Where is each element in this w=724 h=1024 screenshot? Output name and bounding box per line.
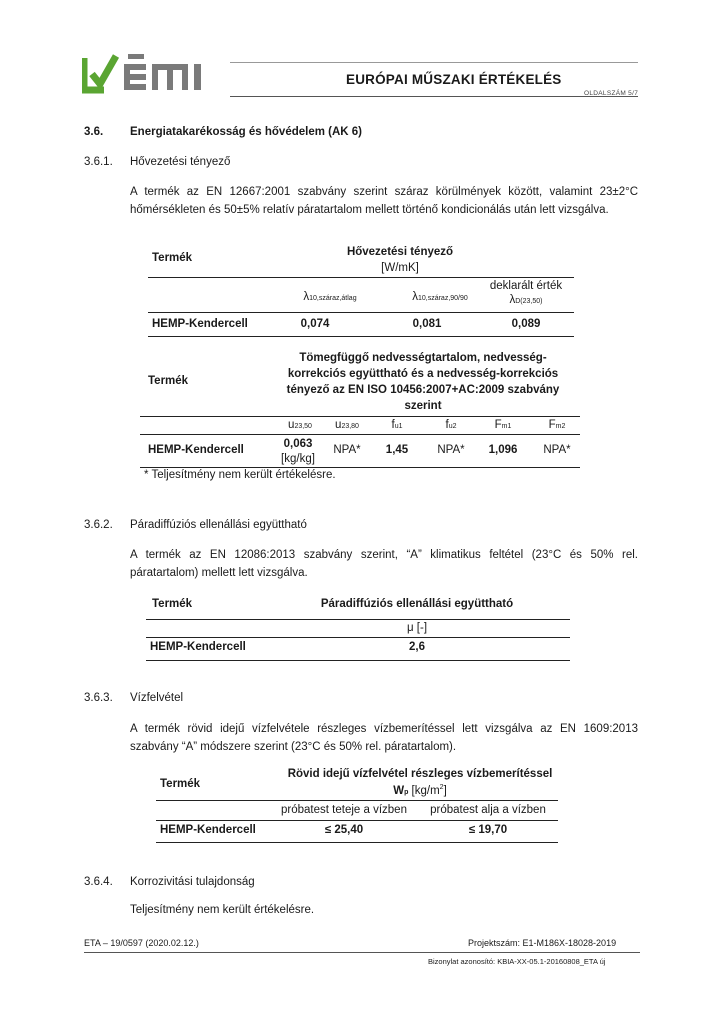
paragraph: A termék az EN 12667:2001 szabvány szerint száraz körülmények között, valamint 23±2°C hőmérsékleten és 50±5% relatív páratartalom mellett történő kondicionálás után lett vizsgálva. bbox=[130, 186, 638, 216]
table-header-value: Páradiffúziós ellenállási együttható bbox=[320, 598, 514, 610]
table-rule bbox=[156, 842, 558, 843]
subsection-number: 3.6.3. bbox=[84, 692, 113, 704]
subsection-title: Hővezetési tényező bbox=[130, 156, 231, 168]
table-subheader: u23,50 bbox=[288, 419, 312, 431]
table-rule bbox=[140, 434, 580, 435]
subsection-title: Vízfelvétel bbox=[130, 692, 184, 704]
header-top-rule bbox=[230, 62, 638, 63]
table-group-header: Hővezetési tényező bbox=[346, 246, 454, 258]
emi-logo bbox=[82, 52, 222, 96]
table-group-unit: [W/mK] bbox=[381, 262, 419, 274]
table-rule bbox=[156, 800, 558, 801]
table-cell: NPA* bbox=[543, 444, 571, 456]
table-subheader: próbatest teteje a vízben bbox=[281, 804, 407, 816]
table-rule bbox=[148, 312, 574, 313]
table-header-product: Termék bbox=[160, 778, 201, 790]
table-subheader: fu1 bbox=[391, 419, 403, 431]
table-group-unit: Wp $[kg/m^2]$ bbox=[393, 784, 447, 797]
table-rule bbox=[146, 660, 570, 661]
table-rule bbox=[148, 336, 574, 337]
subsection-number: 3.6.1. bbox=[84, 156, 113, 168]
table-cell: 0,081 bbox=[412, 318, 442, 330]
table-group-header: Rövid idejű vízfelvétel részleges vízbemerítéssel bbox=[287, 768, 553, 780]
table-rule bbox=[156, 820, 558, 821]
footer-rule bbox=[84, 952, 640, 953]
table-subheader-declared: deklarált érték bbox=[489, 280, 563, 292]
table-unit: μ [-] bbox=[406, 622, 428, 634]
table-row-product: HEMP-Kendercell bbox=[150, 641, 246, 653]
table-subheader: λ10,száraz,90/90 bbox=[412, 291, 468, 303]
table-rule bbox=[140, 416, 580, 417]
page-number: OLDALSZÁM 5/7 bbox=[584, 90, 639, 97]
footnote: * Teljesítmény nem került értékelésre. bbox=[144, 469, 336, 481]
header-rule bbox=[230, 96, 638, 97]
table-cell: ≤ 25,40 bbox=[324, 824, 364, 836]
table-cell: 1,45 bbox=[385, 444, 409, 456]
document-title: EURÓPAI MŰSZAKI ÉRTÉKELÉS bbox=[346, 72, 562, 87]
section-number: 3.6. bbox=[84, 126, 104, 138]
table-rule bbox=[146, 637, 570, 638]
table-row-product: HEMP-Kendercell bbox=[152, 318, 248, 330]
table-header-product: Termék bbox=[152, 252, 193, 264]
table-cell: ≤ 19,70 bbox=[468, 824, 508, 836]
subsection-title: Páradiffúziós ellenállási együttható bbox=[130, 519, 307, 531]
footer-project: Projektszám: E1-M186X-18028-2019 bbox=[468, 938, 617, 948]
table-header-product: Termék bbox=[148, 375, 189, 387]
section-title: Energiatakarékosság és hővédelem (AK 6) bbox=[130, 126, 363, 138]
paragraph: Teljesítmény nem került értékelésre. bbox=[130, 904, 315, 916]
table-subheader: u23,80 bbox=[335, 419, 359, 431]
table-rule bbox=[140, 467, 580, 468]
paragraph: A termék rövid idejű vízfelvétele részleges vízbemerítéssel lett vizsgálva az EN 1609:2013 szabvány “A” módszere szerint (23°C és 50% rel. páratartalom). bbox=[130, 723, 638, 753]
table-group-header: Tömegfüggő nedvességtartalom, nedvesség- korrekciós együttható és a nedvesség-korrekciós tényező az EN ISO 10456:2007+AC:2009 szabvány szerint bbox=[286, 352, 560, 412]
table-subheader: próbatest alja a vízben bbox=[430, 804, 546, 816]
subsection-title: Korrozivitási tulajdonság bbox=[130, 876, 255, 888]
table-cell: 1,096 bbox=[488, 444, 518, 456]
table-cell: 0,089 bbox=[511, 318, 541, 330]
table-cell: 2,6 bbox=[409, 641, 425, 653]
table-rule bbox=[148, 277, 574, 278]
paragraph: A termék az EN 12086:2013 szabvány szerint, “A” klimatikus feltétel (23°C és 50% rel. páratartalom) mellett lett vizsgálva. bbox=[130, 549, 638, 579]
subsection-number: 3.6.4. bbox=[84, 876, 113, 888]
table-subheader: fu2 bbox=[445, 419, 457, 431]
table-subheader: Fm2 bbox=[548, 419, 566, 431]
table-cell: NPA* bbox=[437, 444, 465, 456]
table-cell: 0,074 bbox=[300, 318, 330, 330]
table-subheader: Fm1 bbox=[494, 419, 512, 431]
table-header-product: Termék bbox=[152, 598, 193, 610]
footer-doc-id: Bizonylat azonosító: KBIA-XX-05.1-20160808_ETA új bbox=[428, 957, 606, 966]
table-cell: NPA* bbox=[333, 444, 361, 456]
table-row-product: HEMP-Kendercell bbox=[148, 444, 244, 456]
table-row-product: HEMP-Kendercell bbox=[160, 824, 256, 836]
table-subheader: λ10,száraz,átlag bbox=[303, 291, 357, 303]
footer-eta: ETA – 19/0597 (2020.02.12.) bbox=[84, 938, 199, 948]
subsection-number: 3.6.2. bbox=[84, 519, 113, 531]
table-cell: 0,063 [kg/kg] bbox=[281, 438, 315, 465]
table-subheader: λD(23,50) bbox=[509, 294, 543, 306]
table-rule bbox=[146, 619, 570, 620]
